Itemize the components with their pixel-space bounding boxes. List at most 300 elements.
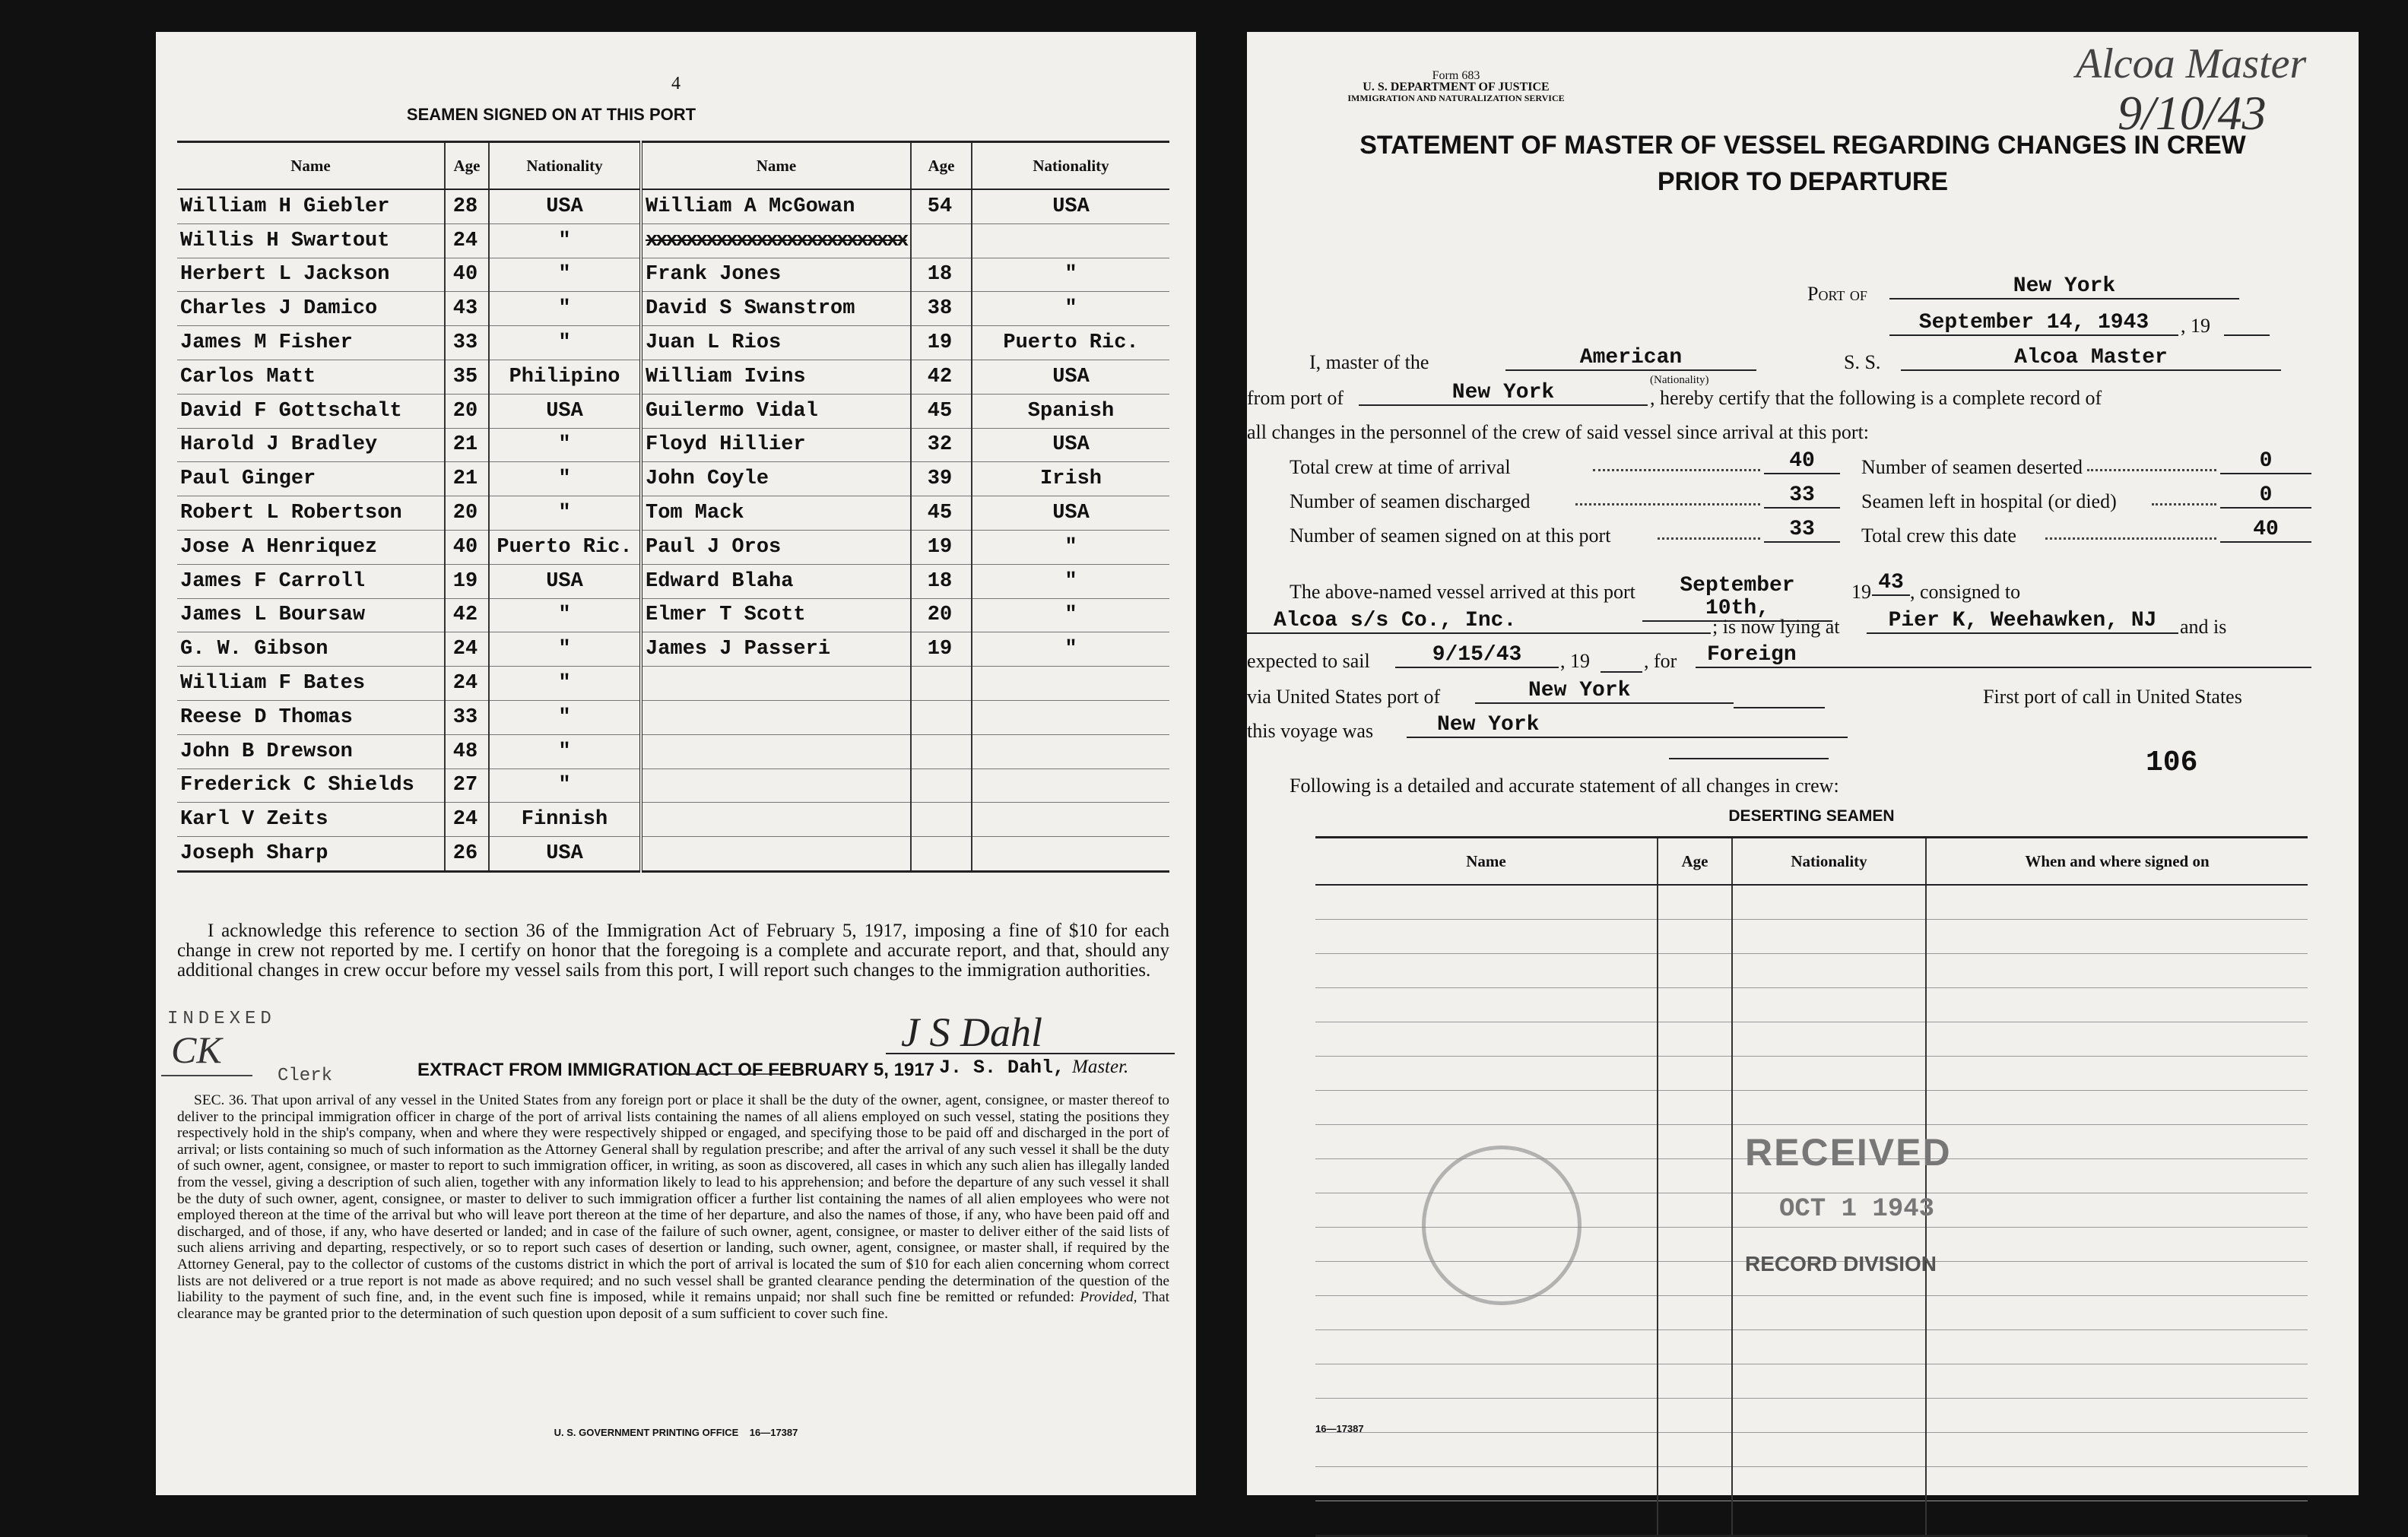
crew-name: James J Passeri [641,632,911,667]
port-value: New York [1889,275,2239,299]
empty-cell [1732,1399,1926,1433]
empty-cell [1926,1296,2308,1330]
crew-name: Paul Ginger [177,462,445,496]
empty-cell [1658,1228,1732,1262]
crew-age: 54 [911,189,972,223]
crew-name: William Ivins [641,360,911,394]
right-page [1247,32,2359,1495]
master-label: Master. [1072,1057,1129,1077]
empty-cell [1926,1193,2308,1228]
crew-age: 45 [911,394,972,428]
empty-cell [1926,1159,2308,1193]
for-label: , for [1644,650,1677,672]
ss-label: S. S. [1844,351,1881,373]
col-nationality: Nationality [1732,838,1926,886]
crew-age [911,768,972,803]
stat-signed-on-value: 33 [1764,518,1840,543]
empty-cell [1315,885,1658,920]
title-line-2: PRIOR TO DEPARTURE [1657,167,1949,196]
clerk-label: Clerk [278,1066,333,1086]
crew-age: 24 [445,632,489,667]
crew-age [911,700,972,734]
empty-cell [1315,954,1658,988]
crew-name: John B Drewson [177,734,445,768]
sail-date: 9/15/43 [1395,644,1559,668]
table-row [1315,1467,2308,1501]
stat-signed-on-label: Number of seamen signed on at this port [1290,524,1611,547]
crew-age [911,837,972,872]
expected-label: expected to sail [1247,650,1370,672]
empty-cell [1315,1022,1658,1057]
empty-cell [1926,1364,2308,1399]
empty-cell [1926,1330,2308,1364]
crew-name [641,837,911,872]
crew-age: 45 [911,496,972,531]
crew-nationality: " [489,496,641,531]
crew-age: 24 [445,667,489,701]
crew-nationality [972,768,1169,803]
table-row [1315,1091,2308,1125]
crew-age: 20 [445,496,489,531]
printing-office: U. S. GOVERNMENT PRINTING OFFICE 16—17387 [554,1427,798,1438]
crew-age: 32 [911,428,972,462]
crew-age: 19 [445,564,489,598]
crew-name: Herbert L Jackson [177,258,445,292]
crew-age: 21 [445,428,489,462]
table-row [177,223,1169,258]
crew-age: 28 [445,189,489,223]
leader-dots [2045,537,2216,540]
crew-age: 38 [911,292,972,326]
table-row [1315,1433,2308,1467]
stat-hospital-value: 0 [2220,484,2311,509]
stat-deserted-label: Number of seamen deserted [1861,456,2083,478]
arrived-label: The above-named vessel arrived at this port [1290,581,1635,603]
received-stamp: RECEIVED [1745,1131,1952,1174]
col-name: Name [641,142,911,190]
crew-name [641,768,911,803]
table-row [1315,1330,2308,1364]
col-nationality: Nationality [972,142,1169,190]
table-row [177,428,1169,462]
port-label: Port of [1807,283,1867,305]
crew-name: David S Swanstrom [641,292,911,326]
date-year-line [2224,334,2270,336]
extract-body [177,1092,1169,1322]
empty-cell [1658,1057,1732,1091]
empty-cell [1315,1057,1658,1091]
crew-nationality: " [489,768,641,803]
crew-name: Elmer T Scott [641,598,911,632]
empty-cell [1658,885,1732,920]
crew-age: 19 [911,326,972,360]
crew-nationality: " [972,632,1169,667]
crew-name: William F Bates [177,667,445,701]
crew-age: 18 [911,564,972,598]
empty-cell [1658,1262,1732,1296]
crew-nationality: " [489,326,641,360]
crew-name [641,700,911,734]
crew-age: 27 [445,768,489,803]
table-row [177,632,1169,667]
empty-cell [1315,1364,1658,1399]
table-row [1315,1296,2308,1330]
empty-cell [1658,1159,1732,1193]
empty-cell [1926,1091,2308,1125]
crew-age: 43 [445,292,489,326]
crew-nationality: " [489,428,641,462]
pier-value: Pier K, Weehawken, NJ [1867,610,2178,634]
crew-age: 24 [445,223,489,258]
table-row [177,326,1169,360]
crew-nationality: " [489,598,641,632]
table-row [177,462,1169,496]
from-port-label: from port of [1247,387,1344,409]
destination-value: Foreign [1696,644,2311,668]
empty-cell [1658,1433,1732,1467]
via-port-value: New York [1475,680,1734,704]
empty-cell [1315,1467,1658,1501]
crew-name: William A McGowan [641,189,911,223]
stat-total-today-value: 40 [2220,518,2311,543]
empty-cell [1732,1091,1926,1125]
crew-age: 21 [445,462,489,496]
form-number: Form 683 [1432,69,1480,82]
section-title: SEAMEN SIGNED ON AT THIS PORT [406,105,696,124]
empty-cell [1315,920,1658,954]
stat-discharged-label: Number of seamen discharged [1290,490,1531,512]
empty-cell [1658,1399,1732,1433]
record-division-stamp: RECORD DIVISION [1745,1252,1937,1276]
table-row [177,700,1169,734]
leader-dots [2087,469,2216,471]
indexed-stamp: INDEXED [167,1009,276,1029]
crew-nationality: USA [972,428,1169,462]
table-row [1315,885,2308,920]
crew-name: Frank Jones [641,258,911,292]
crew-name: Edward Blaha [641,564,911,598]
table-row [177,258,1169,292]
leader-dots [2152,503,2216,505]
crew-nationality [972,223,1169,258]
table-row [1315,1399,2308,1433]
empty-cell [1658,988,1732,1022]
crew-nationality: " [489,667,641,701]
crew-name: xxxxxxxxxxxxxxxxxxxxxxxxxx [641,223,911,258]
crew-name: Guilermo Vidal [641,394,911,428]
stat-discharged-value: 33 [1764,484,1840,509]
empty-cell [1658,920,1732,954]
table-row [1315,988,2308,1022]
stat-hospital-label: Seamen left in hospital (or died) [1861,490,2117,512]
empty-cell [1926,1022,2308,1057]
sail-year-line [1601,671,1642,673]
crew-age: 24 [445,803,489,837]
and-is: and is [2180,616,2227,638]
crew-nationality: " [489,700,641,734]
crew-age: 19 [911,530,972,564]
crew-age: 33 [445,326,489,360]
following-text: Following is a detailed and accurate statement of all changes in crew: [1290,775,1839,797]
stat-arrival-value: 40 [1764,450,1840,474]
circular-postmark [1422,1146,1582,1305]
table-row [1315,1501,2308,1536]
crew-name: James M Fisher [177,326,445,360]
handwritten-date: 9/10/43 [2118,86,2267,140]
empty-cell [1658,1467,1732,1501]
date-value: September 14, 1943 [1889,312,2178,336]
leader-dots [1658,537,1760,540]
table-row [1315,1057,2308,1091]
empty-cell [1315,1399,1658,1433]
table-row [177,292,1169,326]
crew-nationality: " [489,292,641,326]
crew-age: 40 [445,258,489,292]
left-page [156,32,1196,1495]
crew-nationality: Puerto Ric. [972,326,1169,360]
stat-arrival-label: Total crew at time of arrival [1290,456,1511,478]
vessel-value: Alcoa Master [1901,347,2281,371]
empty-cell [1926,1433,2308,1467]
crew-nationality: Puerto Ric. [489,530,641,564]
empty-cell [1926,954,2308,988]
crew-nationality [972,667,1169,701]
table-row [177,667,1169,701]
crew-name: David F Gottschalt [177,394,445,428]
crew-age: 42 [445,598,489,632]
via-line-extension [1734,686,1825,708]
from-port-value: New York [1359,382,1648,406]
master-signature: J S Dahl [901,1009,1042,1055]
date-suffix: , 19 [2181,315,2210,337]
received-date-stamp: OCT 1 1943 [1779,1195,1935,1224]
table-row [177,496,1169,531]
crew-name: James L Boursaw [177,598,445,632]
extract-title: EXTRACT FROM IMMIGRATION ACT OF FEBRUARY 5, 1917 [417,1060,935,1080]
table-row [1315,954,2308,988]
crew-name [641,803,911,837]
sail-suffix: , 19 [1560,650,1590,672]
empty-cell [1658,1193,1732,1228]
crew-age: 39 [911,462,972,496]
crew-name: Reese D Thomas [177,700,445,734]
lying-label: ; is now lying at [1712,616,1840,638]
crew-nationality: " [489,632,641,667]
department: U. S. DEPARTMENT OF JUSTICE [1363,81,1550,93]
empty-cell [1315,1330,1658,1364]
empty-cell [1926,885,2308,920]
crew-nationality: USA [972,360,1169,394]
master-signature-line [886,1053,1175,1054]
separator-line [1669,758,1829,759]
empty-cell [1926,1228,2308,1262]
leader-dots [1593,469,1760,471]
crew-nationality: Spanish [972,394,1169,428]
table-row [1315,1022,2308,1057]
empty-cell [1732,885,1926,920]
crew-nationality: USA [489,394,641,428]
table-row [1315,920,2308,954]
table-row [177,360,1169,394]
crew-nationality: " [489,462,641,496]
empty-cell [1315,988,1658,1022]
table-row [177,394,1169,428]
empty-cell [1315,1091,1658,1125]
empty-cell [1732,1330,1926,1364]
crew-nationality: " [972,258,1169,292]
empty-cell [1732,954,1926,988]
empty-cell [1732,1467,1926,1501]
crew-name: Floyd Hillier [641,428,911,462]
crew-nationality: Philipino [489,360,641,394]
consigned-label: , consigned to [1910,581,2021,603]
crew-nationality [972,700,1169,734]
empty-cell [1658,1501,1732,1536]
crew-name: Jose A Henriquez [177,530,445,564]
nationality-caption: (Nationality) [1650,374,1709,386]
empty-cell [1732,920,1926,954]
extract-tail: That clearance may be granted prior to the determination of such question upon deposit of a sum sufficient to cover such fine. [177,1289,1169,1322]
document-title [1247,127,2359,200]
crew-nationality: Finnish [489,803,641,837]
empty-cell [1658,1296,1732,1330]
crew-nationality: " [972,292,1169,326]
empty-cell [1658,1125,1732,1159]
table-row [177,530,1169,564]
crew-name [641,734,911,768]
crew-nationality: USA [972,496,1169,531]
empty-cell [1658,1022,1732,1057]
crew-nationality: USA [489,837,641,872]
empty-cell [1732,1022,1926,1057]
crew-age: 40 [445,530,489,564]
col-when-where: When and where signed on [1926,838,2308,886]
acknowledgement-text: I acknowledge this reference to section 36 of the Immigration Act of February 5, 1917, imposing a fine of $10 for each change in crew not reported by me. I certify on honor that the foregoing is a complete and accurate report, and that, should any additional changes in crew occur before my vessel sails from this port, I will report such changes to the immigration authorities. [177,921,1169,981]
voyage-label: this voyage was [1247,720,1374,742]
crew-name: Willis H Swartout [177,223,445,258]
crew-age: 18 [911,258,972,292]
empty-cell [1732,1057,1926,1091]
crew-name: Paul J Oros [641,530,911,564]
crew-name: Carlos Matt [177,360,445,394]
empty-cell [1926,920,2308,954]
table-row [177,734,1169,768]
handwritten-note: Alcoa Master [2076,40,2307,87]
crew-name: Frederick C Shields [177,768,445,803]
col-age: Age [445,142,489,190]
nationality-value: American [1505,347,1756,371]
empty-cell [1732,1364,1926,1399]
deserting-title: DESERTING SEAMEN [1728,807,1895,825]
voyage-port-value: New York [1407,714,1848,738]
crew-age: 20 [911,598,972,632]
empty-cell [1658,954,1732,988]
footer-code: 16—17387 [1315,1423,1364,1434]
leader-dots [1575,503,1760,505]
crew-name: Joseph Sharp [177,837,445,872]
via-label: via United States port of [1247,686,1441,708]
crew-nationality [972,837,1169,872]
crew-name: William H Giebler [177,189,445,223]
empty-cell [1926,988,2308,1022]
crew-name: James F Carroll [177,564,445,598]
table-row [177,768,1169,803]
empty-cell [1658,1330,1732,1364]
table-row [177,803,1169,837]
empty-cell [1926,1501,2308,1536]
consignee-value: Alcoa s/s Co., Inc. [1247,610,1711,634]
crew-name: John Coyle [641,462,911,496]
table-row [1315,1364,2308,1399]
crew-name: G. W. Gibson [177,632,445,667]
table-header-row [1315,838,2308,886]
master-name: J. S. Dahl, [939,1057,1065,1079]
service: IMMIGRATION AND NATURALIZATION SERVICE [1347,93,1565,103]
col-nationality: Nationality [489,142,641,190]
clerk-initials: CK [171,1028,222,1071]
arrived-year: 43 [1872,572,1910,596]
arrived-date: September 10th, [1642,575,1832,622]
certify-text: , hereby certify that the following is a complete record of [1650,387,2102,409]
page-number: 4 [671,74,681,93]
first-port-label: First port of call in United States [1983,686,2242,708]
empty-cell [1658,1364,1732,1399]
empty-cell [1926,1057,2308,1091]
table-header-row [177,142,1169,190]
crew-name: Tom Mack [641,496,911,531]
crew-name: Harold J Bradley [177,428,445,462]
crew-nationality: USA [972,189,1169,223]
crew-age [911,223,972,258]
arrived-year-prefix: 19 [1851,581,1871,603]
empty-cell [1658,1091,1732,1125]
crew-age: 42 [911,360,972,394]
crew-age: 33 [445,700,489,734]
empty-cell [1315,1433,1658,1467]
crew-name [641,667,911,701]
crew-name: Juan L Rios [641,326,911,360]
crew-age: 48 [445,734,489,768]
stat-total-today-label: Total crew this date [1861,524,2016,547]
title-line-1: STATEMENT OF MASTER OF VESSEL REGARDING CHANGES IN CREW [1359,131,2246,160]
extract-text: SEC. 36. That upon arrival of any vessel in the United States from any foreign port or place it shall be the duty of the owner, agent, consignee, or master thereof to deliver to the principal immigration officer in charge of the port of arrival lists containing the names of all aliens employed on such vessel, stating the positions they respectively hold in the ship's company, when and where they were respectively shipped or engaged, and specifying those to be paid off and discharged in the port of arrival; or lists containing so much of such information as the Attorney General shall by regulation prescribe; and after the arrival of any such vessel it shall be the duty of such owner, agent, consignee, or master to report to such immigration officer, in writing, as soon as discovered, all cases in which any such alien has illegally landed from the vessel, giving a description of such alien, together with any information likely to lead to his apprehension; and before the departure of any such vessel it shall be the duty of such owner, agent, consignee, or master to deliver to such immigration officer a further list containing the names of all alien employees who were not employed thereon at the time of the arrival but who will leave port thereon at the time of her departure, and also the names of those, if any, who have been paid off and discharged, and of those, if any, who have deserted or landed; and in case of the failure of such owner, agent, consignee, or master to deliver either of the said lists of such aliens arriving and departing, respectively, or so to report such cases of desertion or landing, such owner, agent, consignee, or master shall, if required by the Attorney General, pay to the collector of customs of the customs district in which the port of arrival is located the sum of $10 for each alien concerning whom correct lists are not delivered or a true report is not made as above required; and no such vessel shall be granted clearance pending the determination of the question of the liability to the payment of such fine, and, in the event such fine is imposed, while it remains unpaid; nor shall such fine be remitted or refunded: [177,1092,1169,1306]
col-name: Name [177,142,445,190]
col-name: Name [1315,838,1658,886]
table-row [177,837,1169,872]
form-header [1247,70,1665,104]
crew-nationality [972,734,1169,768]
empty-cell [1732,988,1926,1022]
crew-nationality [972,803,1169,837]
crew-age: 20 [445,394,489,428]
crew-age: 26 [445,837,489,872]
crew-nationality: " [489,258,641,292]
crew-age [911,667,972,701]
crew-nationality: USA [489,189,641,223]
empty-cell [1732,1296,1926,1330]
crew-name: Karl V Zeits [177,803,445,837]
empty-cell [1926,1399,2308,1433]
crew-nationality: USA [489,564,641,598]
certify-text-2: all changes in the personnel of the crew of said vessel since arrival at this port: [1247,421,1870,443]
empty-cell [1732,1501,1926,1536]
crew-name: Robert L Robertson [177,496,445,531]
crew-age [911,734,972,768]
crew-age [911,803,972,837]
crew-age: 35 [445,360,489,394]
seamen-signed-on-table [177,141,1169,873]
empty-cell [1926,1262,2308,1296]
